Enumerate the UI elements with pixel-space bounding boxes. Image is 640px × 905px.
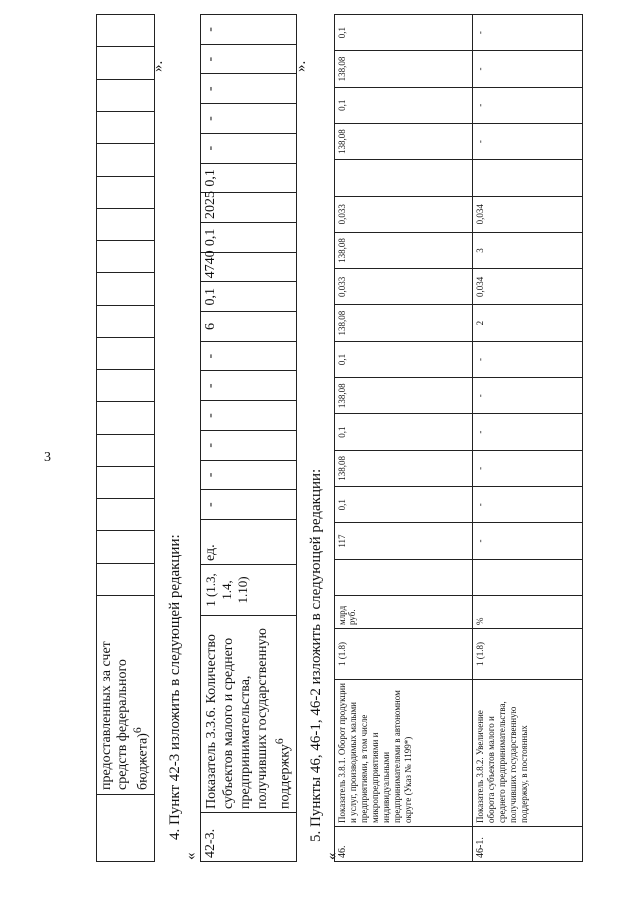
value-cell <box>335 559 473 595</box>
source-cell: 1 (1.8) <box>473 629 583 680</box>
source-cell: 1 (1.3, 1.4, 1.10) <box>201 565 297 616</box>
footnote-mark: 6 <box>273 738 286 745</box>
table-row <box>97 15 155 862</box>
value-cell: - <box>201 401 297 431</box>
indicator-description: Показатель 3.3.6. Количество субъектов малого и среднего предпринимательства, получивших государственную поддержку$^6$ <box>201 616 297 813</box>
table-cell <box>97 176 155 208</box>
value-cell: 138,08 <box>335 305 473 341</box>
row-number: 42-3. <box>201 813 297 862</box>
value-cell: - <box>473 414 583 450</box>
value-cell: - <box>473 487 583 523</box>
value-cell: - <box>201 341 297 371</box>
value-cell: 0,1 <box>335 87 473 123</box>
source-cell: 1 (1.8) <box>335 629 473 680</box>
row-number: 46-1. <box>473 827 583 862</box>
value-cell: - <box>201 430 297 460</box>
value-cell: - <box>473 523 583 559</box>
table-cell <box>97 370 155 402</box>
section-heading: 4. Пункт 42-3 изложить в следующей редакции: <box>167 534 183 840</box>
value-cell: - <box>201 44 297 74</box>
value-cell: - <box>473 378 583 414</box>
value-cell: 2 <box>473 305 583 341</box>
value-cell: 138,08 <box>335 378 473 414</box>
table-cell <box>97 531 155 563</box>
points-46-table-block <box>334 14 582 862</box>
value-cell: 4740 <box>201 252 297 282</box>
value-cell: - <box>201 371 297 401</box>
table-cell <box>97 795 155 862</box>
table-row <box>201 15 297 862</box>
value-cell: - <box>201 133 297 163</box>
value-cell: - <box>473 123 583 159</box>
unit-cell: млрд руб. <box>335 596 473 629</box>
point-42-3-table <box>200 14 297 862</box>
unit-cell: ед. <box>201 520 297 565</box>
value-cell <box>473 559 583 595</box>
value-cell: 138,08 <box>335 232 473 268</box>
value-cell: 3 <box>473 232 583 268</box>
value-cell: - <box>201 104 297 134</box>
value-cell: 0,1 <box>335 487 473 523</box>
row-number: 46. <box>335 827 473 862</box>
indicator-description: Показатель 3.8.1. Оборот продукции и услуг, производимых малыми предприятиями, в том числе микропредприятиями и индивидуальными предпринимателями в автономном округе (Указ № 1199*) <box>335 680 473 827</box>
quote-close: ». <box>150 60 166 72</box>
value-cell: 0,1 <box>335 341 473 377</box>
value-cell <box>335 160 473 196</box>
table-cell <box>97 208 155 240</box>
page-number: 3 <box>44 450 51 465</box>
table-cell <box>97 47 155 79</box>
value-cell: - <box>201 460 297 490</box>
table-cell <box>97 499 155 531</box>
table-cell <box>97 144 155 176</box>
value-cell: 0,034 <box>473 269 583 305</box>
table-cell <box>97 563 155 595</box>
value-cell: - <box>473 51 583 87</box>
value-cell: 0,033 <box>335 269 473 305</box>
value-cell: 0,033 <box>335 196 473 232</box>
value-cell: - <box>473 341 583 377</box>
cell-text: предоставленных за счет средств федерального бюджета) <box>99 641 151 790</box>
value-cell: 0,1 <box>201 222 297 252</box>
value-cell: - <box>473 87 583 123</box>
table-cell <box>97 112 155 144</box>
value-cell: 138,08 <box>335 123 473 159</box>
table-cell <box>97 305 155 337</box>
continuation-table-block <box>96 14 151 862</box>
points-46-table <box>334 14 583 862</box>
table-cell <box>97 466 155 498</box>
value-cell: - <box>201 74 297 104</box>
value-cell: 117 <box>335 523 473 559</box>
table-cell <box>97 273 155 305</box>
point-42-3-table-block <box>200 14 296 862</box>
value-cell: 0,1 <box>201 282 297 312</box>
table-cell <box>97 337 155 369</box>
value-cell: 2025 <box>201 193 297 223</box>
value-cell: - <box>201 490 297 520</box>
quote-open: « <box>183 852 199 860</box>
value-cell: - <box>201 15 297 45</box>
footnote-mark: 6 <box>131 727 144 734</box>
continuation-table <box>96 14 155 862</box>
value-cell: 0,034 <box>473 196 583 232</box>
table-row <box>473 15 583 862</box>
unit-cell: % <box>473 596 583 629</box>
table-row <box>335 15 473 862</box>
value-cell: - <box>473 450 583 486</box>
table-cell <box>97 596 155 795</box>
value-cell: 6 <box>201 312 297 342</box>
value-cell <box>473 160 583 196</box>
section-heading: 5. Пункты 46, 46-1, 46-2 изложить в следующей редакции: <box>308 468 324 842</box>
value-cell: 138,08 <box>335 450 473 486</box>
quote-open: « <box>324 852 340 860</box>
value-cell: 0,1 <box>335 15 473 51</box>
table-cell <box>97 402 155 434</box>
value-cell: - <box>473 15 583 51</box>
quote-close: ». <box>293 60 309 72</box>
table-cell <box>97 241 155 273</box>
table-cell <box>97 434 155 466</box>
table-cell <box>97 79 155 111</box>
value-cell: 0,1 <box>335 414 473 450</box>
value-cell: 0,1 <box>201 163 297 193</box>
table-cell <box>97 15 155 47</box>
indicator-description: Показатель 3.8.2. Увеличение оборота субъектов малого и среднего предпринимательства, получивших государственную поддержку, в постоянных <box>473 680 583 827</box>
value-cell: 138,08 <box>335 51 473 87</box>
